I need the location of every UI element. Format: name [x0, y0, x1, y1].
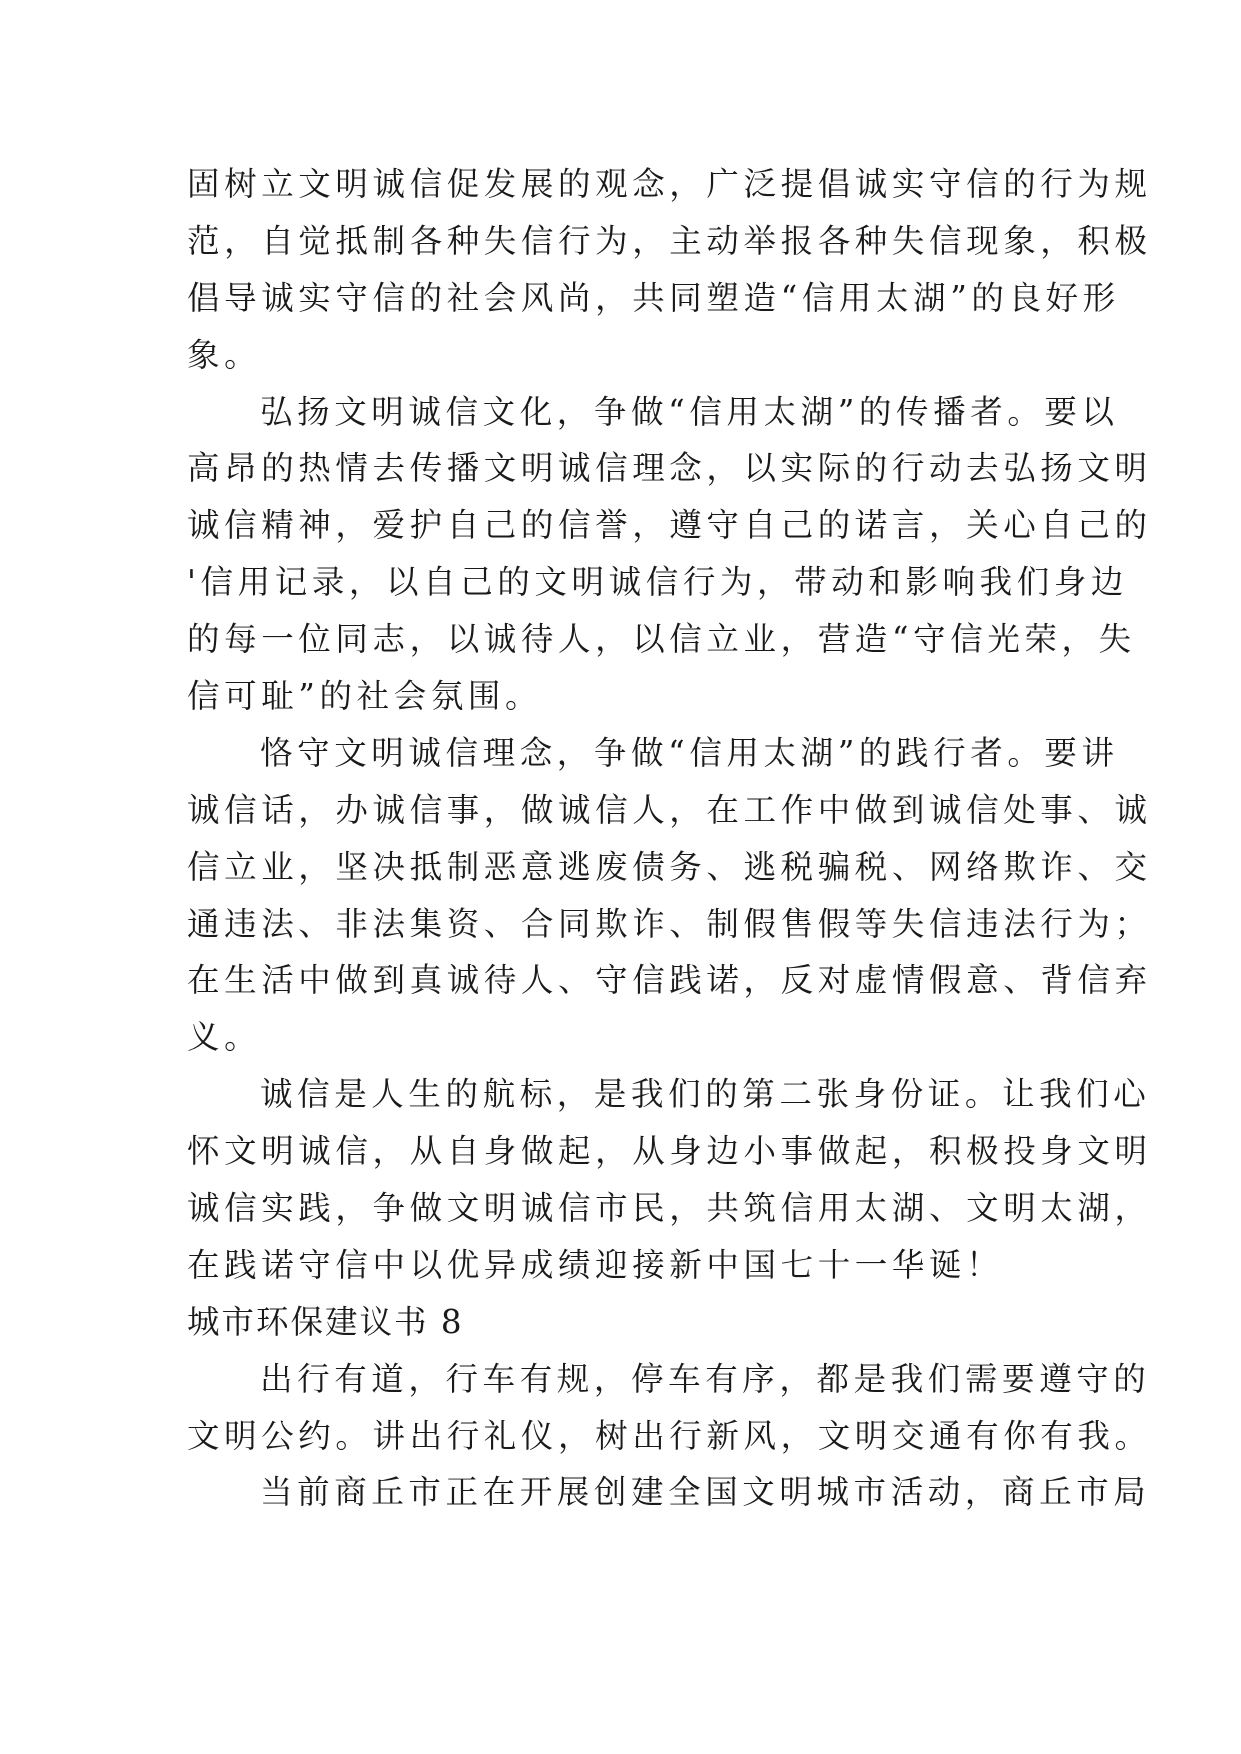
paragraph: [187, 725, 1152, 1066]
text-line: 当前商丘市正在开展创建全国文明城市活动，商丘市局: [260, 1473, 1151, 1512]
text-line: 的每一位同志，以诚待人，以信立业，营造“守信光荣，失: [187, 620, 1136, 659]
section-heading: [187, 1294, 1057, 1351]
text-line: '信用记录，以自己的文明诚信行为，带动和影响我们身边: [187, 563, 1129, 602]
paragraph: [187, 384, 1152, 725]
text-line: 在践诺守信中以优异成绩迎接新中国七十一华诞！: [187, 1245, 1004, 1284]
paragraph: [187, 1464, 1151, 1521]
text-line: 诚信实践，争做文明诚信市民，共筑信用太湖、文明太湖，: [187, 1189, 1152, 1228]
text-line: 诚信话，办诚信事，做诚信人，在工作中做到诚信处事、诚: [187, 790, 1152, 829]
text-line: 范，自觉抵制各种失信行为，主动举报各种失信现象，积极: [187, 221, 1152, 260]
text-line: 固树立文明诚信促发展的观念，广泛提倡诚实守信的行为规: [187, 165, 1152, 203]
text-line: 象。: [187, 335, 262, 374]
text-line: 出行有道，行车有规，停车有序，都是我们需要遵守的: [260, 1359, 1151, 1398]
document-body: [187, 156, 1152, 1521]
heading-text: 城市环保建议书 8: [187, 1302, 464, 1341]
text-line: 诚信精神，爱护自己的信誉，遵守自己的诺言，关心自己的: [187, 506, 1152, 545]
text-line: 通违法、非法集资、合同欺诈、制假售假等失信违法行为；: [187, 904, 1152, 943]
paragraph: [187, 1351, 1152, 1465]
paragraph: [187, 1066, 1152, 1294]
text-line: 信可耻”的社会氛围。: [187, 677, 543, 716]
text-line: 弘扬文明诚信文化，争做“信用太湖”的传播者。要以: [260, 392, 1119, 431]
text-line: 恪守文明诚信理念，争做“信用太湖”的践行者。要讲: [260, 733, 1119, 772]
text-line: 高昂的热情去传播文明诚信理念，以实际的行动去弘扬文明: [187, 449, 1152, 488]
text-line: 在生活中做到真诚待人、守信践诺，反对虚情假意、背信弃: [187, 961, 1152, 1000]
text-line: 文明公约。讲出行礼仪，树出行新风，文明交通有你有我。: [187, 1416, 1152, 1455]
text-line: 诚信是人生的航标，是我们的第二张身份证。让我们心: [260, 1075, 1151, 1114]
paragraph: [187, 156, 1152, 384]
text-line: 义。: [187, 1018, 262, 1057]
text-line: 倡导诚实守信的社会风尚，共同塑造“信用太湖”的良好形: [187, 278, 1120, 317]
text-line: 怀文明诚信，从自身做起，从身边小事做起，积极投身文明: [187, 1132, 1152, 1171]
text-line: 信立业，坚决抵制恶意逃废债务、逃税骗税、网络欺诈、交: [187, 847, 1152, 886]
